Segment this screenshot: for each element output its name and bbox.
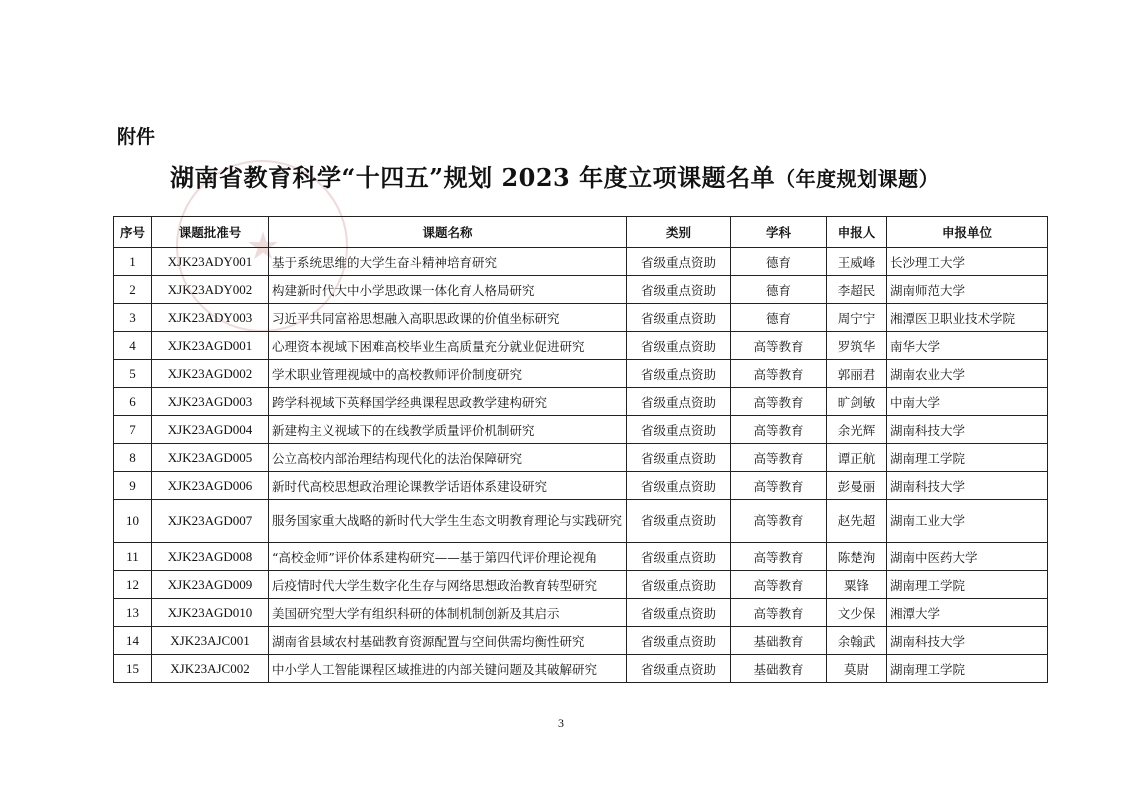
cell-category: 省级重点资助 — [627, 360, 731, 388]
title-main: 湖南省教育科学“十四五”规划 2023 年度立项课题名单 — [170, 163, 776, 192]
table-row — [114, 500, 1048, 543]
cell-applicant: 郭丽君 — [827, 360, 887, 388]
cell-category: 省级重点资助 — [627, 655, 731, 683]
cell-applicant: 谭正航 — [827, 444, 887, 472]
cell-project-name: 美国研究型大学有组织科研的体制机制创新及其启示 — [269, 599, 627, 627]
cell-index: 5 — [114, 360, 152, 388]
cell-approval-number: XJK23AGD008 — [152, 543, 269, 571]
cell-index: 12 — [114, 571, 152, 599]
cell-approval-number: XJK23AGD006 — [152, 472, 269, 500]
cell-project-name: 心理资本视域下困难高校毕业生高质量充分就业促进研究 — [269, 332, 627, 360]
cell-project-name: 新建构主义视域下的在线教学质量评价机制研究 — [269, 416, 627, 444]
cell-institution: 中南大学 — [887, 388, 1048, 416]
page-number: 3 — [558, 716, 564, 730]
table-row — [114, 444, 1048, 472]
cell-institution: 南华大学 — [887, 332, 1048, 360]
cell-discipline: 高等教育 — [731, 571, 827, 599]
cell-index: 10 — [114, 500, 152, 543]
cell-discipline: 高等教育 — [731, 500, 827, 543]
cell-discipline: 基础教育 — [731, 627, 827, 655]
table-row — [114, 276, 1048, 304]
cell-index: 4 — [114, 332, 152, 360]
cell-index: 13 — [114, 599, 152, 627]
cell-discipline: 德育 — [731, 304, 827, 332]
cell-institution: 湘潭大学 — [887, 599, 1048, 627]
cell-institution: 湖南科技大学 — [887, 416, 1048, 444]
cell-project-name: “高校金师”评价体系建构研究——基于第四代评价理论视角 — [269, 543, 627, 571]
cell-approval-number: XJK23AGD009 — [152, 571, 269, 599]
cell-project-name: 新时代高校思想政治理论课教学话语体系建设研究 — [269, 472, 627, 500]
table-row — [114, 304, 1048, 332]
cell-project-name: 湖南省县域农村基础教育资源配置与空间供需均衡性研究 — [269, 627, 627, 655]
cell-applicant: 李超民 — [827, 276, 887, 304]
cell-discipline: 基础教育 — [731, 655, 827, 683]
cell-category: 省级重点资助 — [627, 248, 731, 276]
table-row — [114, 627, 1048, 655]
header-index: 序号 — [114, 217, 152, 248]
cell-applicant: 周宁宁 — [827, 304, 887, 332]
title-sub: （年度规划课题） — [775, 167, 940, 191]
cell-institution: 长沙理工大学 — [887, 248, 1048, 276]
cell-approval-number: XJK23AGD002 — [152, 360, 269, 388]
cell-index: 2 — [114, 276, 152, 304]
header-category: 类别 — [627, 217, 731, 248]
cell-project-name: 构建新时代大中小学思政课一体化育人格局研究 — [269, 276, 627, 304]
cell-applicant: 陈楚洵 — [827, 543, 887, 571]
cell-project-name: 公立高校内部治理结构现代化的法治保障研究 — [269, 444, 627, 472]
cell-discipline: 高等教育 — [731, 332, 827, 360]
cell-project-name: 跨学科视域下英释国学经典课程思政教学建构研究 — [269, 388, 627, 416]
table-row — [114, 571, 1048, 599]
table-row — [114, 599, 1048, 627]
attachment-label: 附件 — [117, 126, 156, 148]
cell-approval-number: XJK23AGD010 — [152, 599, 269, 627]
cell-institution: 湖南科技大学 — [887, 627, 1048, 655]
seal-star-icon: ★ — [246, 224, 281, 268]
table-row — [114, 248, 1048, 276]
cell-institution: 湖南师范大学 — [887, 276, 1048, 304]
table-row — [114, 360, 1048, 388]
cell-category: 省级重点资助 — [627, 543, 731, 571]
cell-institution: 湖南理工学院 — [887, 444, 1048, 472]
cell-discipline: 高等教育 — [731, 388, 827, 416]
cell-applicant: 余翰武 — [827, 627, 887, 655]
cell-category: 省级重点资助 — [627, 332, 731, 360]
table-row — [114, 655, 1048, 683]
cell-discipline: 高等教育 — [731, 416, 827, 444]
cell-applicant: 赵先超 — [827, 500, 887, 543]
cell-project-name: 学术职业管理视域中的高校教师评价制度研究 — [269, 360, 627, 388]
cell-index: 11 — [114, 543, 152, 571]
cell-index: 1 — [114, 248, 152, 276]
cell-index: 8 — [114, 444, 152, 472]
cell-category: 省级重点资助 — [627, 444, 731, 472]
cell-institution: 湘潭医卫职业技术学院 — [887, 304, 1048, 332]
cell-project-name: 习近平共同富裕思想融入高职思政课的价值坐标研究 — [269, 304, 627, 332]
cell-index: 9 — [114, 472, 152, 500]
header-discipline: 学科 — [731, 217, 827, 248]
cell-category: 省级重点资助 — [627, 599, 731, 627]
cell-category: 省级重点资助 — [627, 276, 731, 304]
cell-applicant: 旷剑敏 — [827, 388, 887, 416]
cell-project-name: 服务国家重大战略的新时代大学生生态文明教育理论与实践研究 — [269, 500, 627, 543]
header-project-name: 课题名称 — [269, 217, 627, 248]
document-title — [170, 158, 1000, 193]
table-row — [114, 332, 1048, 360]
table-row — [114, 543, 1048, 571]
cell-institution: 湖南理工学院 — [887, 655, 1048, 683]
cell-category: 省级重点资助 — [627, 416, 731, 444]
cell-applicant: 莫尉 — [827, 655, 887, 683]
cell-index: 7 — [114, 416, 152, 444]
cell-applicant: 彭曼丽 — [827, 472, 887, 500]
cell-project-name: 中小学人工智能课程区域推进的内部关键问题及其破解研究 — [269, 655, 627, 683]
cell-approval-number: XJK23ADY002 — [152, 276, 269, 304]
table-row — [114, 472, 1048, 500]
cell-approval-number: XJK23AJC001 — [152, 627, 269, 655]
cell-discipline: 高等教育 — [731, 444, 827, 472]
cell-applicant: 文少保 — [827, 599, 887, 627]
cell-institution: 湖南农业大学 — [887, 360, 1048, 388]
cell-project-name: 后疫情时代大学生数字化生存与网络思想政治教育转型研究 — [269, 571, 627, 599]
cell-institution: 湖南工业大学 — [887, 500, 1048, 543]
cell-category: 省级重点资助 — [627, 304, 731, 332]
cell-approval-number: XJK23AGD007 — [152, 500, 269, 543]
cell-institution: 湖南理工学院 — [887, 571, 1048, 599]
cell-category: 省级重点资助 — [627, 627, 731, 655]
cell-category: 省级重点资助 — [627, 388, 731, 416]
cell-institution: 湖南中医药大学 — [887, 543, 1048, 571]
cell-index: 3 — [114, 304, 152, 332]
cell-approval-number: XJK23AGD005 — [152, 444, 269, 472]
cell-category: 省级重点资助 — [627, 472, 731, 500]
cell-project-name: 基于系统思维的大学生奋斗精神培育研究 — [269, 248, 627, 276]
cell-index: 6 — [114, 388, 152, 416]
table-header-row — [114, 217, 1048, 248]
cell-applicant: 余光辉 — [827, 416, 887, 444]
cell-discipline: 高等教育 — [731, 599, 827, 627]
header-approval-number: 课题批准号 — [152, 217, 269, 248]
cell-index: 14 — [114, 627, 152, 655]
cell-discipline: 高等教育 — [731, 543, 827, 571]
cell-discipline: 德育 — [731, 276, 827, 304]
cell-category: 省级重点资助 — [627, 571, 731, 599]
cell-approval-number: XJK23AGD003 — [152, 388, 269, 416]
table-row — [114, 416, 1048, 444]
header-applicant: 申报人 — [827, 217, 887, 248]
cell-index: 15 — [114, 655, 152, 683]
cell-discipline: 德育 — [731, 248, 827, 276]
cell-approval-number: XJK23ADY003 — [152, 304, 269, 332]
cell-discipline: 高等教育 — [731, 472, 827, 500]
header-institution: 申报单位 — [887, 217, 1048, 248]
cell-applicant: 王威峰 — [827, 248, 887, 276]
cell-approval-number: XJK23ADY001 — [152, 248, 269, 276]
cell-discipline: 高等教育 — [731, 360, 827, 388]
project-table — [113, 216, 1048, 683]
table-row — [114, 388, 1048, 416]
cell-approval-number: XJK23AGD001 — [152, 332, 269, 360]
cell-category: 省级重点资助 — [627, 500, 731, 543]
cell-approval-number: XJK23AJC002 — [152, 655, 269, 683]
cell-applicant: 罗筑华 — [827, 332, 887, 360]
cell-institution: 湖南科技大学 — [887, 472, 1048, 500]
cell-applicant: 粟锋 — [827, 571, 887, 599]
cell-approval-number: XJK23AGD004 — [152, 416, 269, 444]
